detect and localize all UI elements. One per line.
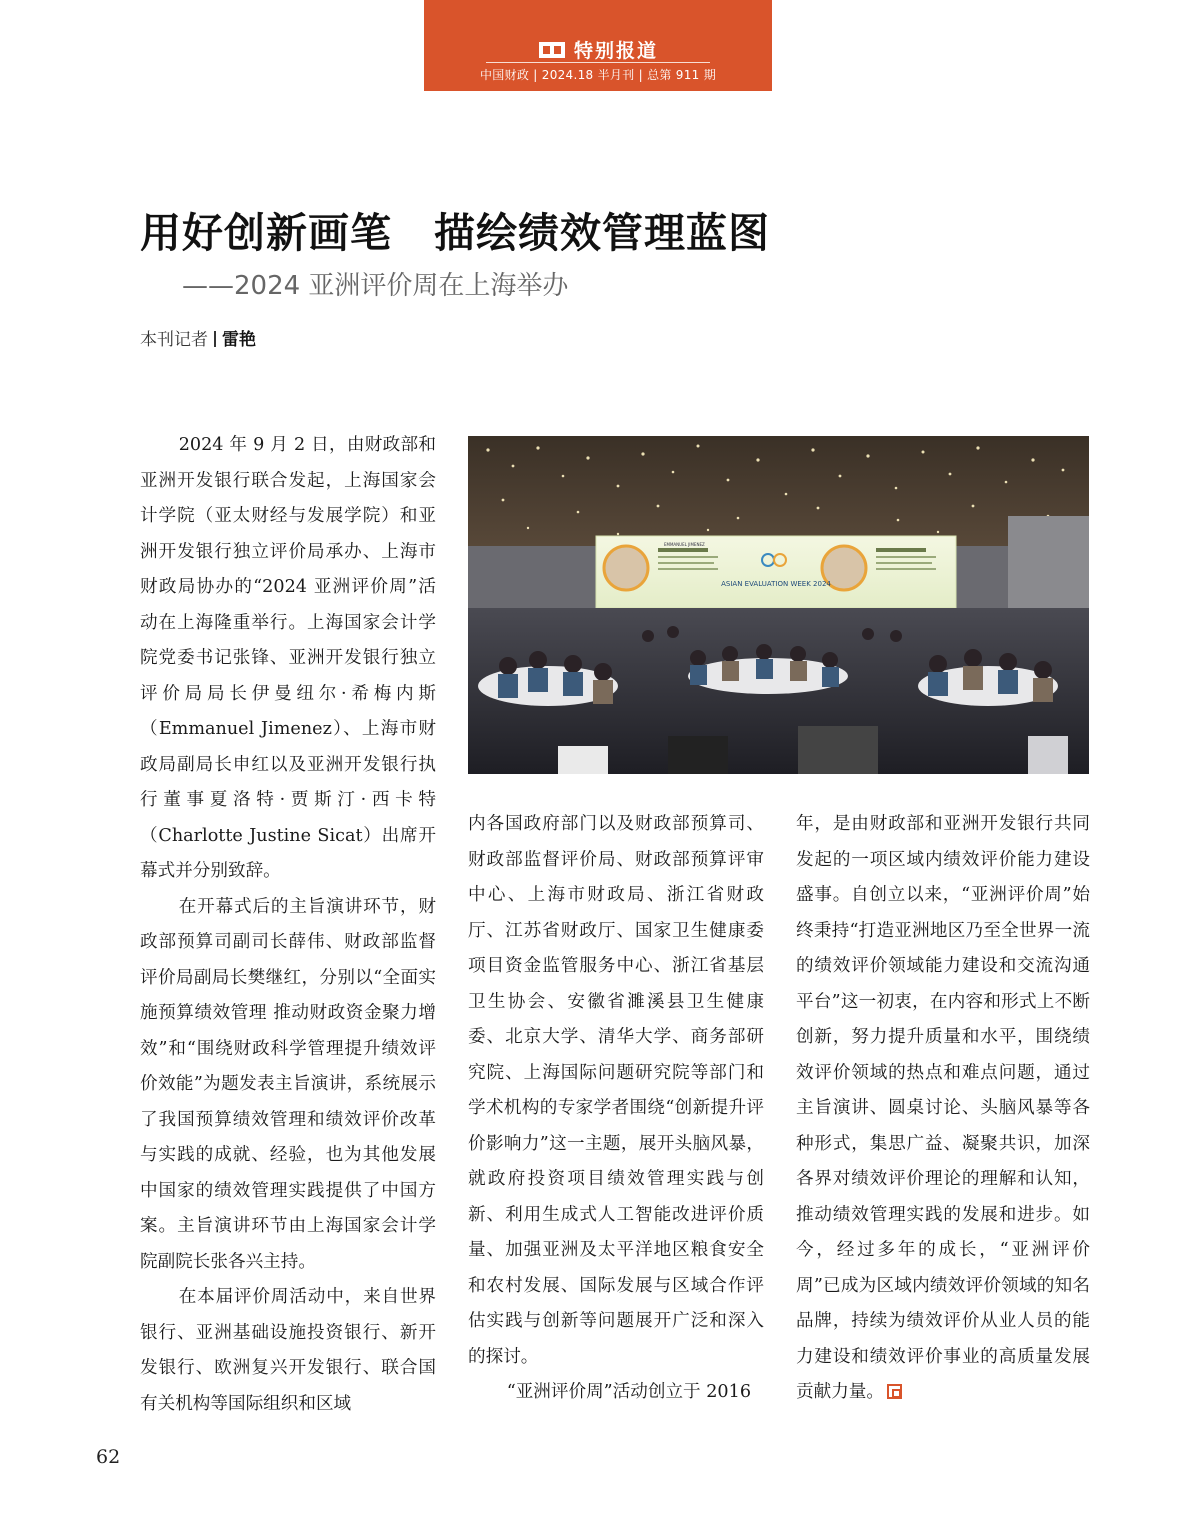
speaker-name-text: EMMANUEL JIMENEZ bbox=[664, 542, 705, 547]
text-column-2 bbox=[468, 807, 764, 1411]
page-number: 62 bbox=[96, 1446, 121, 1468]
article-subtitle: ——2024 亚洲评价周在上海举办 bbox=[182, 271, 569, 301]
screen-title-text: ASIAN EVALUATION WEEK 2024 bbox=[721, 580, 831, 588]
section-name: 特别报道 bbox=[573, 40, 658, 62]
end-of-article-icon bbox=[887, 1384, 902, 1399]
byline bbox=[140, 325, 256, 350]
paragraph: 内各国政府部门以及财政部预算司、财政部监督评价局、财政部预算评审中心、上海市财政局、浙江省财政厅、江苏省财政厅、国家卫生健康委项目资金监管服务中心、浙江省基层卫生协会、安徽省濉溪县卫生健康委、北京大学、清华大学、商务部研究院、上海国际问题研究院等部门和学术机构的专家学者围绕“创新提升评价影响力”这一主题，展开头脑风暴，就政府投资项目绩效管理实践与创新、利用生成式人工智能改进评价质量、加强亚洲及太平洋地区粮食安全和农村发展、国际发展与区域合作评估实践与创新等问题展开广泛和深入的探讨。 bbox=[468, 814, 764, 1367]
conference-hall-illustration bbox=[468, 436, 1089, 774]
paragraph-text: 年，是由财政部和亚洲开发银行共同发起的一项区域内绩效评价能力建设盛事。自创立以来，“亚洲评价周”始终秉持“打造亚洲地区乃至全世界一流的绩效评价领域能力建设和交流沟通平台”这一初衷，在内容和形式上不断创新，努力提升质量和水平，围绕绩效评价领域的热点和难点问题，通过主旨演讲、圆桌讨论、头脑风暴等各种形式，集思广益、凝聚共识，加深各界对绩效评价理论的理解和认知，推动绩效管理实践的发展和进步。如今，经过多年的成长，“亚洲评价周”已成为区域内绩效评价领域的知名品牌，持续为绩效评价从业人员的能力建设和绩效评价事业的高质量发展贡献力量。 bbox=[796, 814, 1090, 1402]
section-header-band bbox=[424, 0, 772, 91]
header-divider bbox=[486, 62, 710, 63]
section-title-row bbox=[424, 36, 772, 63]
byline-label: 本刊记者 bbox=[140, 330, 208, 350]
magazine-logo-icon bbox=[538, 40, 566, 60]
paragraph: 在开幕式后的主旨演讲环节，财政部预算司副司长薛伟、财政部监督评价局副局长樊继红，分别以“全面实施预算绩效管理 推动财政资金聚力增效”和“围绕财政科学管理提升绩效评价效能”为题发表主旨演讲，系统展示了我国预算绩效管理和绩效评价改革与实践的成就、经验，也为其他发展中国家的绩效管理实践提供了中国方案。主旨演讲环节由上海国家会计学院副院长张各兴主持。 bbox=[140, 896, 436, 1272]
paragraph: “亚洲评价周”活动创立于 2016 bbox=[506, 1382, 752, 1402]
paragraph: 在本届评价周活动中，来自世界银行、亚洲基础设施投资银行、新开发银行、欧洲复兴开发银行、联合国有关机构等国际组织和区域 bbox=[140, 1287, 436, 1414]
article-title: 用好创新画笔 描绘绩效管理蓝图 bbox=[140, 209, 770, 257]
issue-info: 中国财政 | 2024.18 半月刊 | 总第 911 期 bbox=[479, 68, 716, 82]
paragraph bbox=[796, 807, 1090, 1411]
paragraph: 2024 年 9 月 2 日，由财政部和亚洲开发银行联合发起，上海国家会计学院（亚太财经与发展学院）和亚洲开发银行独立评价局承办、上海市财政局协办的“2024 亚洲评价周”活动在上海隆重举行。上海国家会计学院党委书记张锋、亚洲开发银行独立评价局局长伊曼纽尔·希梅内斯（Emmanuel Jimenez）、上海市财政局副局长申红以及亚洲开发银行执行董事夏洛特·贾斯汀·西卡特（Charlotte Justine Sicat）出席开幕式并分别致辞。 bbox=[140, 435, 436, 881]
text-column-1 bbox=[140, 428, 436, 1422]
author-name: 雷艳 bbox=[222, 330, 256, 350]
byline-separator bbox=[214, 331, 216, 347]
text-column-3 bbox=[796, 807, 1090, 1411]
event-photo bbox=[468, 436, 1089, 774]
